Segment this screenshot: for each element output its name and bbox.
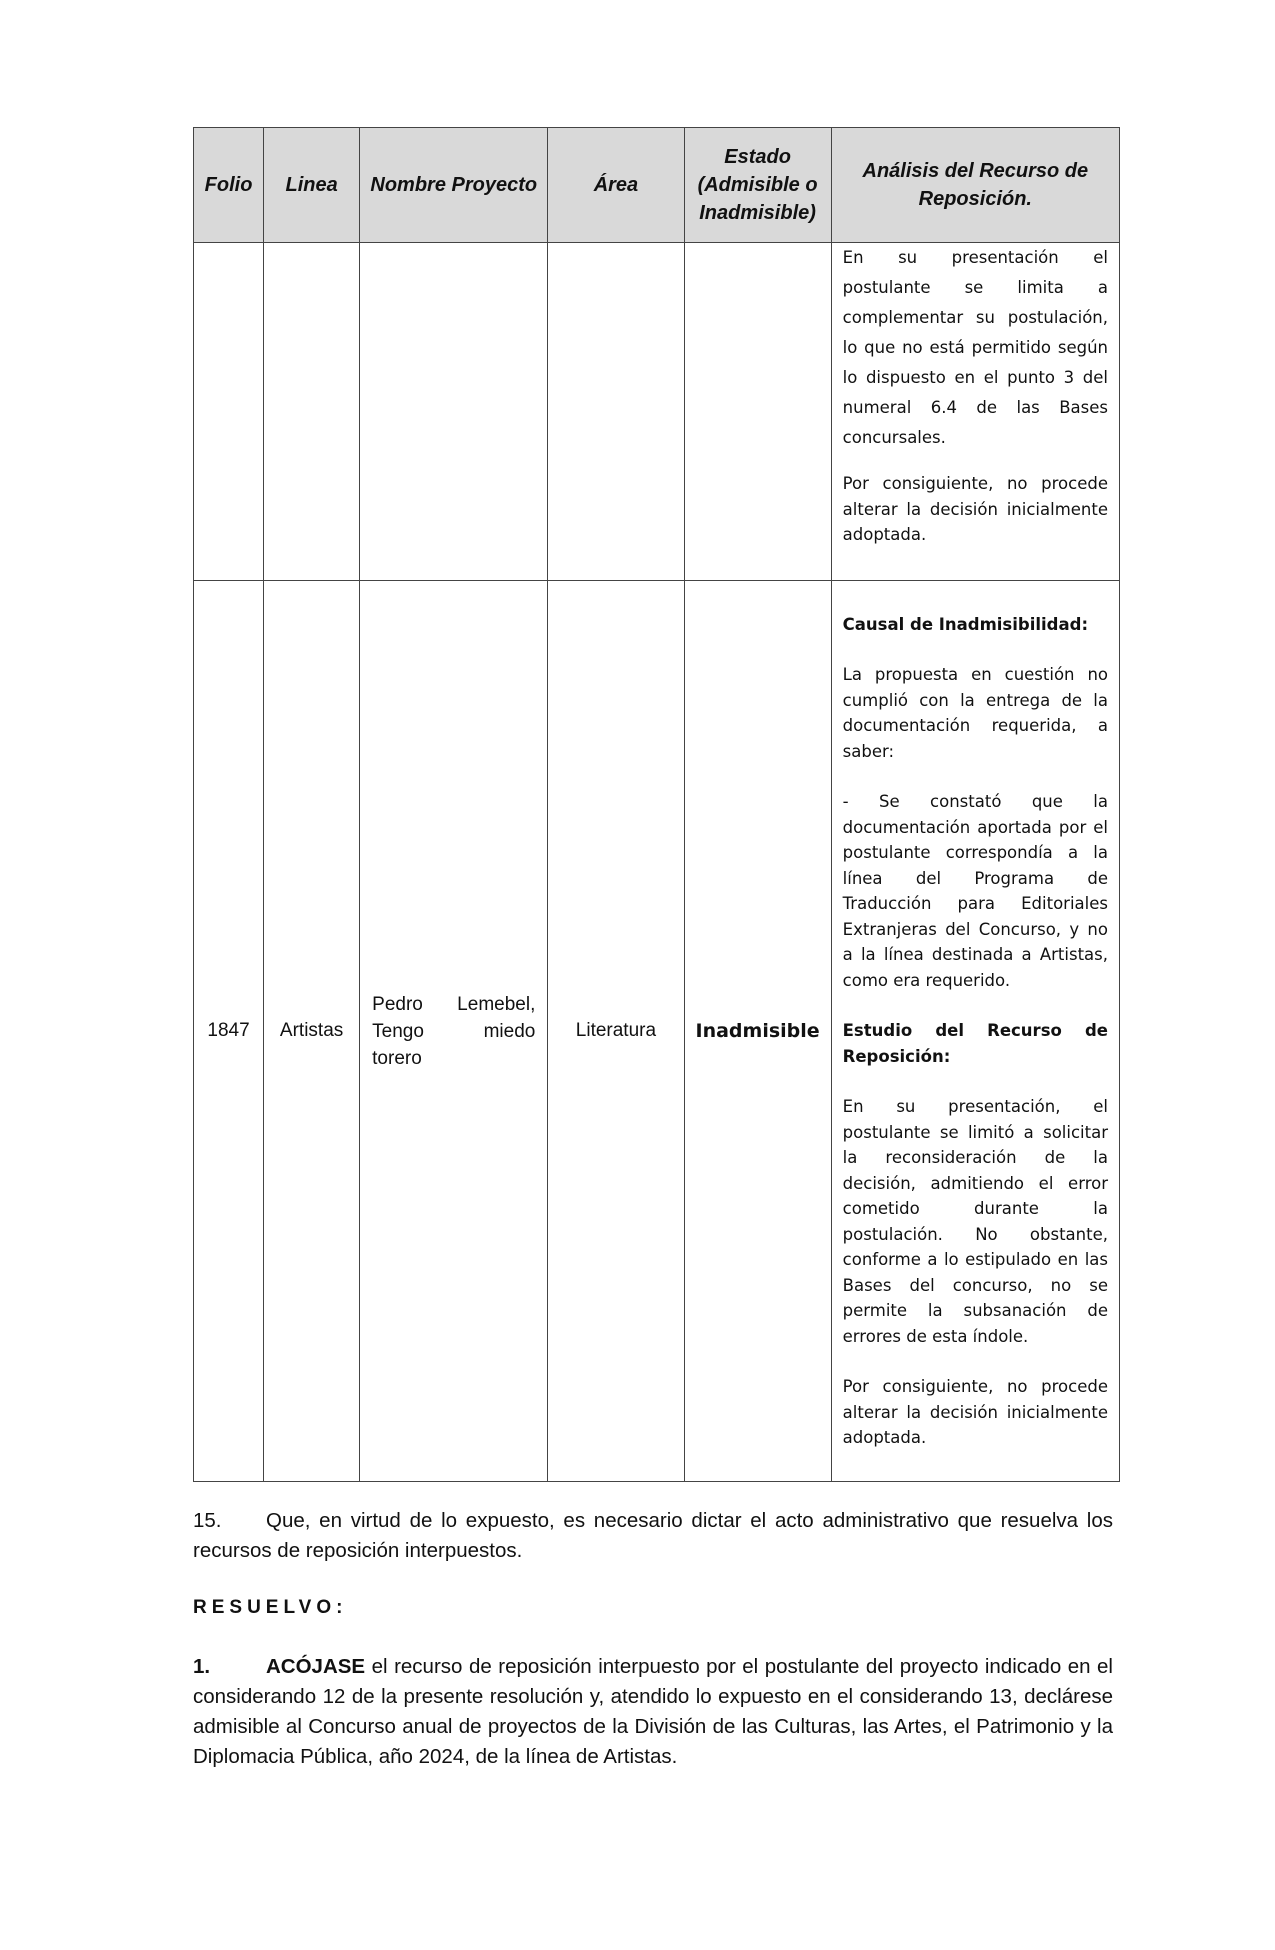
header-linea: Linea <box>264 128 360 243</box>
cell-nombre <box>360 581 548 1482</box>
cell-empty <box>360 243 548 581</box>
project-name: Pedro Lemebel, Tengo miedo torero <box>372 993 536 1069</box>
cell-analisis <box>831 581 1119 1482</box>
resolutivo-1 <box>193 1652 1113 1772</box>
analysis-paragraph: Por consiguiente, no procede alterar la decisión inicialmente adoptada. <box>842 474 1108 544</box>
cell-folio: 1847 <box>194 581 264 1482</box>
analysis-paragraph: En su presentación, el postulante se limitó a solicitar la reconsideración de la decisión, admitiendo el error cometido durante la postulación. No obstante, conforme a lo estipulado en las Bases del concurso, no se permite la subsanación de errores de esta índole. <box>842 1097 1108 1346</box>
cell-analisis-continuation <box>831 243 1119 581</box>
estudio-title: Estudio del Recurso de Reposición: <box>842 1021 1108 1066</box>
table-row-continuation <box>194 243 1120 581</box>
analysis-paragraph: - Se constató que la documentación aportada por el postulante correspondía a la línea del Programa de Traducción para Editoriales Extranjeras del Concurso, y no a la línea destinada a Artistas, como era requerido. <box>842 792 1108 990</box>
cell-area: Literatura <box>548 581 684 1482</box>
table-header-row <box>194 128 1120 243</box>
paragraph-number: 15. <box>193 1509 222 1532</box>
header-nombre: Nombre Proyecto <box>360 128 548 243</box>
analysis-paragraph: Por consiguiente, no procede alterar la decisión inicialmente adoptada. <box>842 1377 1108 1447</box>
considerando-15 <box>193 1506 1113 1566</box>
resuelvo-heading: RESUELVO: <box>193 1597 348 1618</box>
paragraph-lead: ACÓJASE <box>266 1655 366 1678</box>
cell-empty <box>264 243 360 581</box>
cell-empty <box>548 243 684 581</box>
paragraph-text: Que, en virtud de lo expuesto, es necesario dictar el acto administrativo que resuelva los recursos de reposición interpuestos. <box>193 1509 1113 1562</box>
paragraph-number: 1. <box>193 1655 211 1678</box>
cell-empty <box>684 243 831 581</box>
resolution-table <box>193 127 1120 1482</box>
header-estado: Estado (Admisible o Inadmisible) <box>684 128 831 243</box>
cell-empty <box>194 243 264 581</box>
table-row <box>194 581 1120 1482</box>
header-area: Área <box>548 128 684 243</box>
causal-title: Causal de Inadmisibilidad: <box>842 614 1089 634</box>
header-analisis: Análisis del Recurso de Reposición. <box>831 128 1119 243</box>
analysis-paragraph: La propuesta en cuestión no cumplió con la entrega de la documentación requerida, a saber: <box>842 665 1108 761</box>
paragraph-text: el recurso de reposición interpuesto por el postulante del proyecto indicado en el considerando 12 de la presente resolución y, atendido lo expuesto en el considerando 13, declárese admisible al Concurso anual de proyectos de la División de las Culturas, las Artes, el Patrimonio y la Diplomacia Pública, año 2024, de la línea de Artistas. <box>193 1655 1113 1768</box>
analysis-paragraph: En su presentación el postulante se limita a complementar su postulación, lo que no está permitido según lo dispuesto en el punto 3 del numeral 6.4 de las Bases concursales. <box>842 248 1108 447</box>
cell-linea: Artistas <box>264 581 360 1482</box>
cell-estado: Inadmisible <box>684 581 831 1482</box>
header-folio: Folio <box>194 128 264 243</box>
